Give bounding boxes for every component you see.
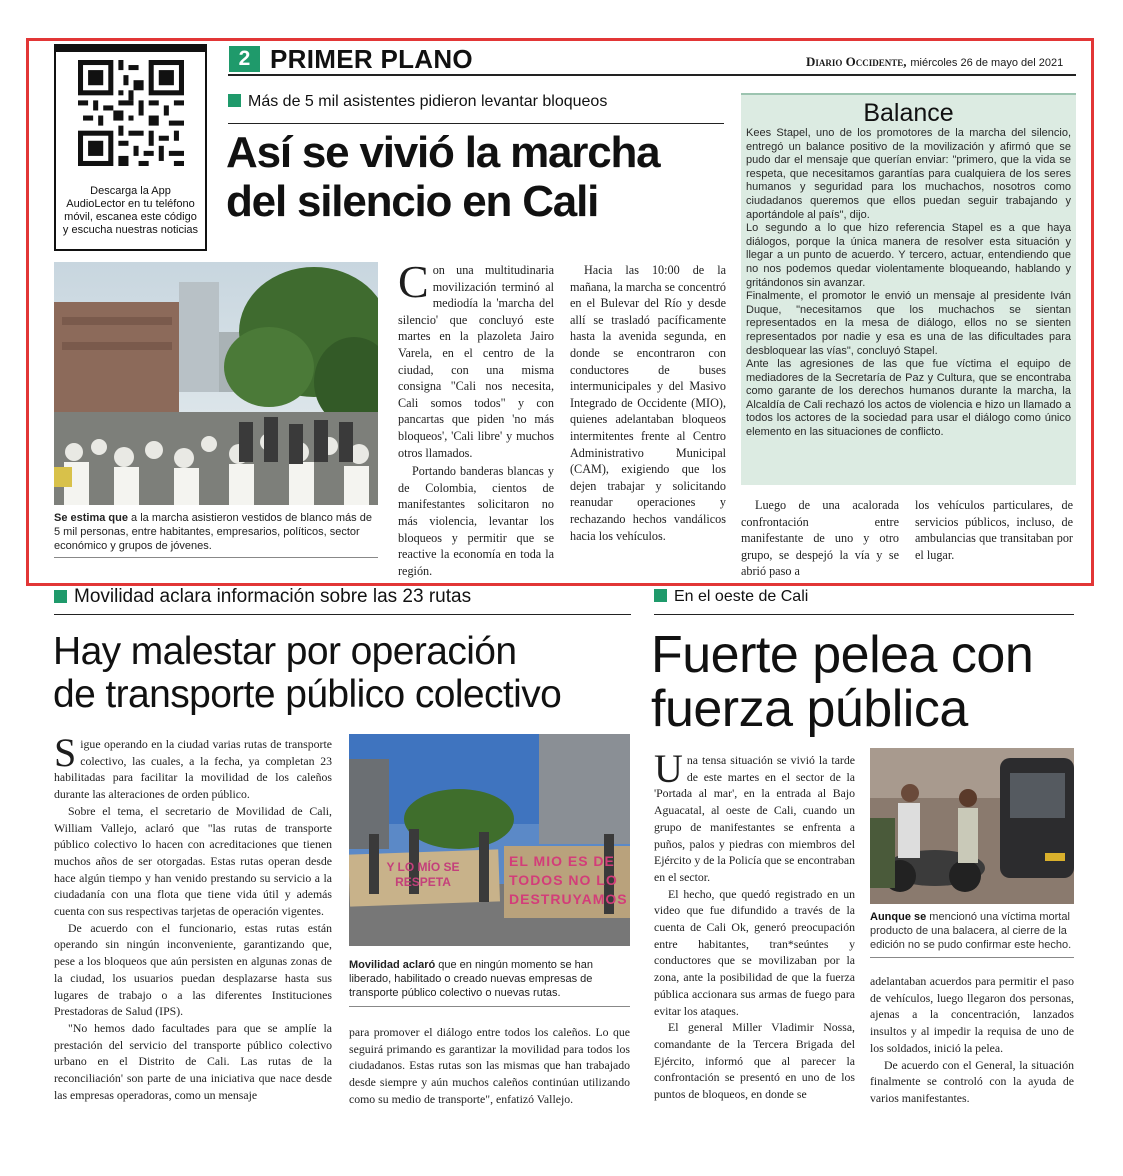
kicker-bullet-icon xyxy=(54,590,67,603)
highlight-frame xyxy=(26,38,1094,586)
story2-col2: para promover el diálogo entre todos los caleños. Lo que seguirá primando es garantizar la movilidad para todos los ciudadanos. Estas rutas son las mismas que han trabajado desde siempre y aún muchos caleños continúan utilizando como su medio de transporte", enfatizó Vallejo. xyxy=(349,1025,630,1106)
story1-col1: Con una multitudinaria movilización terminó al mediodía la 'marcha del silencio' que concluyó este martes en la plazoleta Jairo Varela, en el centro de la ciudad, con una misma consigna "Cali nos necesita, Cali somos todos" y con pancartas que piden 'no más bloqueos', 'Cali libre' y muchos otros llamados. Portando banderas blancas y de Colombia, cientos de manifestantes solicitaron no más violencia, levantar los bloqueos y permitir que se reactive la economía en toda la región. xyxy=(398,256,554,578)
caption-lead: Se estima que xyxy=(54,512,128,524)
headline-line: Hay malestar por operación xyxy=(53,630,517,673)
paper-name: Diario Occidente, xyxy=(806,54,907,69)
kicker-bullet-icon xyxy=(654,589,667,602)
story3-headline xyxy=(651,628,1033,736)
story1-col3: Luego de una acalorada confrontación entre manifestante de uno y otro grupo, se despejó la vía y se abrió paso a xyxy=(741,498,899,579)
story1-photo-caption: Se estima que a la marcha asistieron vestidos de blanco más de 5 mil personas, entre habitantes, empresarios, políticos, sector económico y grupos de jóvenes. xyxy=(54,512,372,552)
date: miércoles 26 de mayo del 2021 xyxy=(910,57,1064,69)
banner-right: EL MIO ES DE TODOS NO LO DESTRUYAMOS xyxy=(509,853,628,907)
headline-line: del silencio en Cali xyxy=(226,177,599,226)
caption-lead: Movilidad aclaró xyxy=(349,959,436,971)
section-title: PRIMER PLANO xyxy=(270,44,473,74)
kicker-rule xyxy=(654,614,1074,615)
dropcap: S xyxy=(54,730,77,775)
dropcap: U xyxy=(654,746,683,791)
fight-photo xyxy=(870,748,1074,904)
banner-left-text: Y LO MÍO SE RESPETA xyxy=(386,860,460,889)
story1-col2: Hacia las 10:00 de la mañana, la marcha se concentró en el Bulevar del Río y desde allí se trasladó pacíficamente hasta la avenida segunda, en donde se encontraron con conductores de buses intermunicipales y del Masivo Integrado de Occidente (MIO), quienes adelantaban bloqueos intermitentes frente al Centro Administrativo Municipal (CAM), exigiendo que los dejen trabajar y solicitando reanudar operaciones y rechazando hechos vandálicos hacia los vehículos. xyxy=(570,263,726,543)
story1-col4: los vehículos particulares, de servicios públicos, incluso, de ambulancias que transitaban por el lugar. xyxy=(915,498,1073,562)
story2-kicker: Movilidad aclara información sobre las 23 rutas xyxy=(54,586,471,608)
story3-col1: Una tensa situación se vivió la tarde de este martes en el sector de la 'Portada al mar', en la entrada al Bajo Aguacatal, al oeste de Cali, cuando un grupo de manifestantes se enfrenta a puños, palos y piedras con miembros del Ejército y de la Policía que se encontraban en el sector. El hecho, que quedó registrado en un video que fue difundido a través de la cuenta de Cali Ok, generó preocupación entre habitantes, tran*seúntes y conductores que se movilizaban por la zona, ante la posibilidad de que la fuerza pública accionara sus armas de fuego para evitar los ataques. El general Miller Vladimir Nossa, comandante de la Tercera Brigada del Ejército, informó que al parecer la confrontación se presentó en uno de los puntos de bloqueos, en donde se xyxy=(654,746,855,1102)
transport-protest-photo xyxy=(349,734,630,946)
story2-headline xyxy=(53,630,561,716)
story3-col2: adelantaban acuerdos para permitir el paso de vehículos, luego llegaron dos personas, ajenas a la concentración, lanzados insultos y al impedir la requisa de uno de los soldados, inició la pelea. De acuerdo con el General, la situación finalmente se controló con la ayuda de varios manifestantes. xyxy=(870,974,1074,1105)
story3-photo-caption: Aunque se mencionó una víctima mortal producto de una balacera, al cierre de la edición no se pudo confirmar este hecho. xyxy=(870,911,1072,951)
balance-title: Balance xyxy=(863,99,954,127)
fight-photo-image xyxy=(870,748,1074,904)
dropcap: C xyxy=(398,256,429,307)
headline-line: Fuerte pelea con xyxy=(651,626,1034,684)
story2-photo-caption: Movilidad aclaró que en ningún momento se han liberado, habilitado o creado nuevas empresas de transporte público colectivo o nuevas rutas. xyxy=(349,959,593,999)
story3-kicker: En el oeste de Cali xyxy=(654,588,808,606)
headline-line: fuerza pública xyxy=(651,680,968,738)
headline-line: de transporte público colectivo xyxy=(53,673,562,716)
page-number: 2 xyxy=(229,46,260,72)
caption-rule xyxy=(349,1006,630,1007)
caption-lead: Aunque se xyxy=(870,911,927,923)
caption-rule xyxy=(870,957,1074,958)
balance-text: Kees Stapel, uno de los promotores de la marcha del silencio, entregó un balance positivo de la movilización y afirmó que se pudo dar el mensaje que querían enviar: "primero, que la vida se respeta, que necesitamos garantías para cualquiera de los seres humanos y seguridad para los muchachos, nosotros como ciudadanos queremos que ellos puedan seguir trabajando y aportándole al país", dijo. Lo segundo a lo que hizo referencia Stapel es a que haya diálogos, porque la única manera de resolver esta situación y llegar a un punto de acuerdo. Y tercero, actuar, entendiendo que no nos podemos quedar violentamente bloqueando, hablando y gritándonos sin avanzar. Finalmente, el promotor le envió un mensaje al presidente Iván Duque, "necesitamos que los muchachos se sientan representados en la mesa de diálogo, ellos no se sienten representados por nadie y esa es una de las dificultades para desbloquear las vías", concluyó Stapel. Ante las agresiones de las que fue víctima el equipo de mediadores de la Secretaría de Paz y Cultura, que se encontraba como garante de los derechos humanos durante la marcha, la Alcaldía de Cali rechazó los actos de violencia e hizo un llamado a todos los actores de la sociedad para usar el diálogo como único elemento en las situaciones de conflicto. xyxy=(746,127,1071,439)
transport-photo-image xyxy=(349,734,630,946)
qr-caption: Descarga la App AudioLector en tu teléfono móvil, escanea este código y escucha nuestras noticias xyxy=(62,185,199,236)
story1-kicker: Más de 5 mil asistentes pidieron levantar bloqueos xyxy=(228,93,607,111)
headline-line: Así se vivió la marcha xyxy=(226,128,660,177)
kicker-rule xyxy=(54,614,631,615)
story2-col1: Sigue operando en la ciudad varias rutas de transporte colectivo, las cuales, a la fecha, ya completan 23 habilitadas para facilitar la movilidad de los caleños durante las alteraciones de orden público. Sobre el tema, el secretario de Movilidad de Cali, William Vallejo, aclaró que "las rutas de transporte público colectivo lo hacen con acreditaciones que tienen muchos años de ser otorgadas. Estas rutas operan desde hace algún tiempo y han venido prestando su servicio a la ciudadanía con una flota que tiene vida útil y además cuenta con sus respectivas tarjetas de operación vigentes. De acuerdo con el funcionario, estas rutas están operando sin ningún inconveniente, garantizando que, pese a los bloqueos que aún persisten en algunas zonas de la ciudad, los usuarios puedan desplazarse hasta sus lugares de trabajo o a las diferentes Instituciones Prestadoras de Salud (IPS). "No hemos dado facultades para que se amplíe la prestación del servicio del transporte público colectivo urbano en el Distrito de Cali. Las rutas de la reconciliación' son parte de una iniciativa que nace desde las empresas operadoras, como un mensaje xyxy=(54,730,332,1102)
